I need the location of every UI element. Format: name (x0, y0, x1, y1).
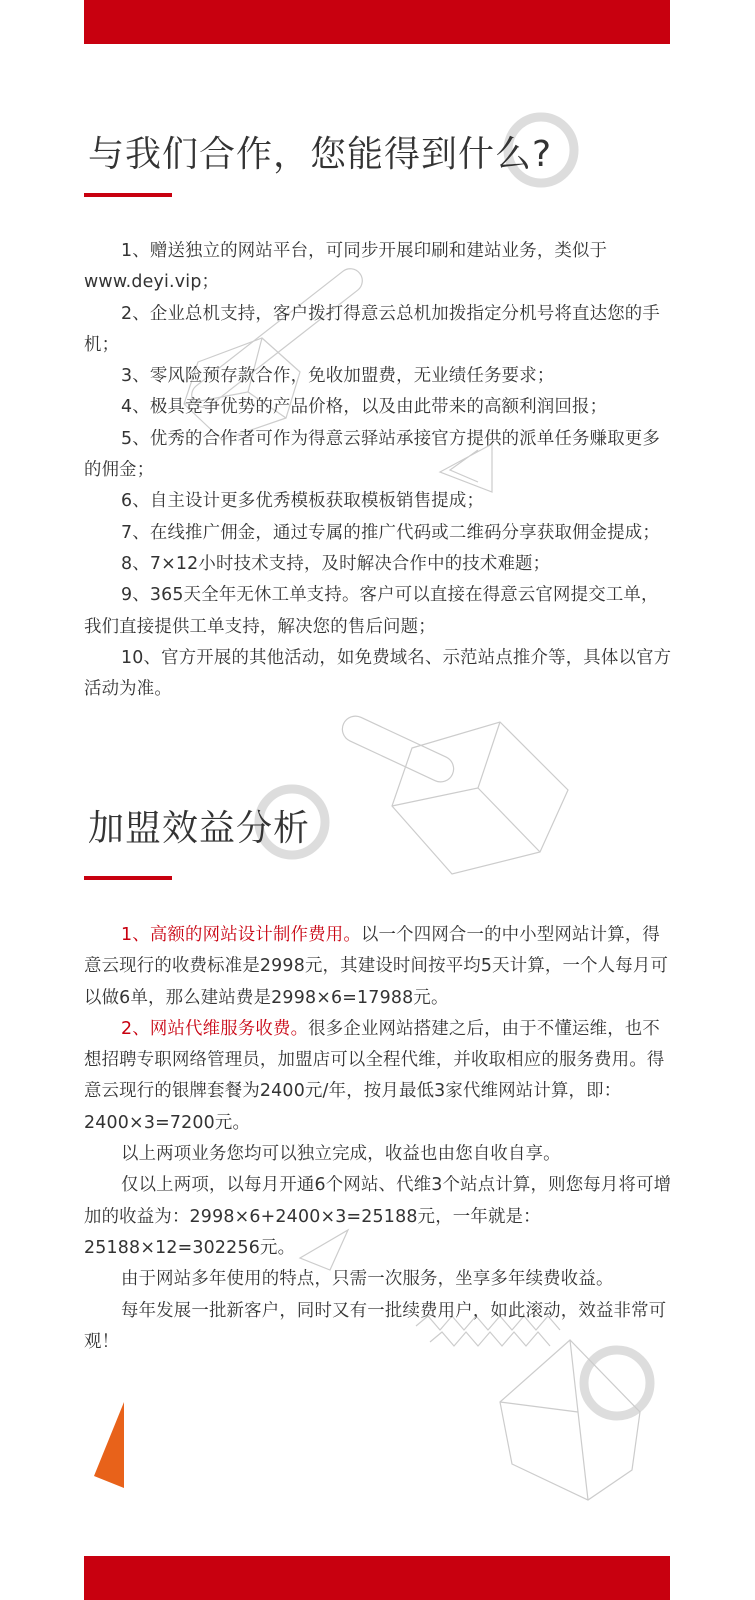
benefit-item: 2、企业总机支持，客户拨打得意云总机加拨指定分机号将直达您的手机； (84, 303, 660, 355)
benefit-item: 3、零风险预存款合作，免收加盟费，无业绩任务要求； (121, 366, 555, 387)
benefit-item: 7、在线推广佣金，通过专属的推广代码或二维码分享获取佣金提成； (121, 522, 660, 543)
benefits-list (84, 236, 674, 705)
ring-decoration (584, 1350, 650, 1416)
analysis-paragraph: 由于网站多年使用的特点，只需一次服务，坐享多年续费收益。 (121, 1269, 614, 1290)
franchise-analysis-body (84, 920, 674, 1358)
analysis-text: 以一个四网合一的中小型网站计算，得意云现行的收费标准是2998元，其建设时间按平均5天计算，一个人每月可以做6单，那么建站费是2998×6=17988元。 (84, 925, 669, 1008)
benefit-item: 6、自主设计更多优秀模板获取模板销售提成； (121, 491, 485, 512)
analysis-highlight: 2、网站代维服务收费。 (121, 1018, 309, 1039)
analysis-paragraph: 以上两项业务您均可以独立完成，收益也由您自收自享。 (121, 1144, 561, 1165)
analysis-paragraph-maintenance-fee (84, 1014, 674, 1139)
analysis-text: 很多企业网站搭建之后，由于不懂运维，也不想招聘专职网络管理员，加盟店可以全程代维，并收取相应的服务费用。得意云现行的银牌套餐为2400元/年，按月最低3家代维网站计算，即：2400×3=7200元。 (84, 1018, 665, 1133)
analysis-paragraph: 仅以上两项，以每月开通6个网站、代维3个站点计算，则您每月将可增加的收益为：2998×6+2400×3=25188元，一年就是：25188×12=302256元。 (84, 1175, 672, 1258)
analysis-paragraph-design-fee (84, 920, 674, 1014)
analysis-paragraph: 每年发展一批新客户，同时又有一批续费用户，如此滚动，效益非常可观！ (84, 1300, 667, 1352)
benefit-item: 1、赠送独立的网站平台，可同步开展印刷和建站业务，类似于www.deyi.vip； (84, 241, 608, 293)
benefit-item: 5、优秀的合作者可作为得意云驿站承接官方提供的派单任务赚取更多的佣金； (84, 428, 660, 481)
bottom-red-banner (84, 1556, 670, 1600)
analysis-highlight: 1、高额的网站设计制作费用。 (121, 925, 361, 945)
box-outline-decoration (500, 1340, 640, 1500)
section-heading-franchise-analysis: 加盟效益分析 (88, 808, 311, 849)
heading-underline (84, 193, 172, 197)
orange-triangle-decoration (94, 1402, 124, 1488)
top-red-banner (84, 0, 670, 44)
benefit-item: 10、官方开展的其他活动，如免费域名、示范站点推介等，具体以官方活动为准。 (84, 647, 672, 700)
heading-underline (84, 876, 172, 880)
benefit-item: 9、365天全年无休工单支持。客户可以直接在得意云官网提交工单，我们直接提供工单支持，解决您的售后问题； (84, 585, 659, 637)
benefit-item: 8、7×12小时技术支持，及时解决合作中的技术难题； (121, 553, 551, 574)
section-heading-cooperation-benefits: 与我们合作，您能得到什么? (88, 134, 553, 175)
box-outline-decoration (392, 722, 568, 874)
benefit-item: 4、极具竞争优势的产品价格，以及由此带来的高额利润回报； (121, 397, 608, 418)
capsule-outline-decoration (338, 712, 458, 786)
